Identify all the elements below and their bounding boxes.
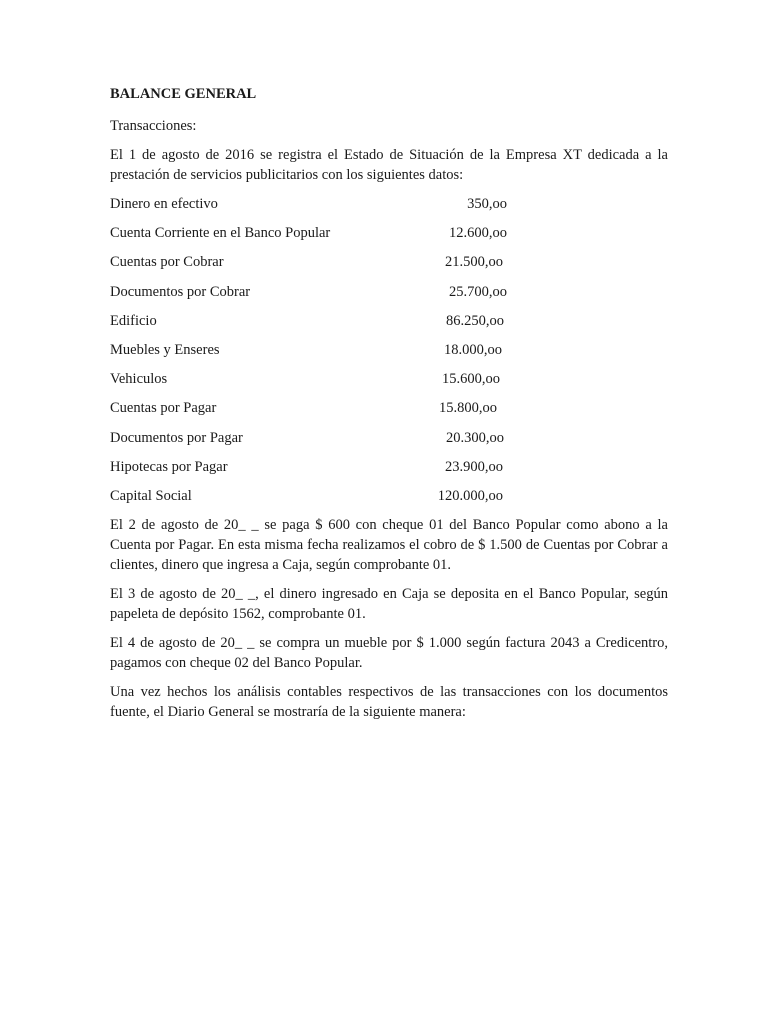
item-label: Vehiculos [110, 371, 168, 388]
balance-items-list [110, 194, 668, 506]
balance-item [110, 340, 668, 360]
balance-item [110, 194, 668, 214]
transaction-paragraph: El 4 de agosto de 20_ _ se compra un mueble por $ 1.000 según factura 2043 a Credicentro, pagamos con cheque 02 del Banco Popular. [110, 635, 668, 672]
item-amount: 15.800,oo [439, 400, 497, 417]
balance-item [110, 311, 668, 331]
item-amount: 18.000,oo [444, 341, 502, 358]
balance-item [110, 252, 668, 272]
balance-item [110, 398, 668, 418]
document-page [110, 84, 668, 731]
item-amount: 23.900,oo [445, 458, 503, 475]
document-subtitle: Transacciones: [110, 118, 197, 134]
balance-item [110, 457, 668, 477]
balance-item [110, 223, 668, 243]
item-amount: 12.600,oo [449, 225, 507, 242]
transaction-paragraph: El 2 de agosto de 20_ _ se paga $ 600 con cheque 01 del Banco Popular como abono a la Cuenta por Pagar. En esta misma fecha realizamos el cobro de $ 1.500 de Cuentas por Cobrar a clientes, dinero que ingresa a Caja, según comprobante 01. [110, 517, 668, 574]
item-label: Documentos por Pagar [110, 429, 243, 446]
item-label: Dinero en efectivo [110, 196, 218, 212]
item-amount: 350,oo [467, 196, 507, 212]
balance-item [110, 369, 668, 389]
item-amount: 15.600,oo [442, 371, 500, 388]
balance-item [110, 486, 668, 506]
item-label: Capital Social [110, 487, 192, 504]
item-amount: 25.700,oo [449, 283, 507, 300]
item-label: Cuentas por Cobrar [110, 254, 224, 271]
document-title: BALANCE GENERAL [110, 86, 257, 102]
item-amount: 20.300,oo [446, 429, 504, 446]
intro-paragraph: El 1 de agosto de 2016 se registra el Estado de Situación de la Empresa XT dedicada a la prestación de servicios publicitarios con los siguientes datos: [110, 147, 668, 183]
item-amount: 120.000,oo [437, 487, 503, 504]
item-label: Muebles y Enseres [110, 341, 220, 358]
item-label: Cuentas por Pagar [110, 400, 217, 417]
item-amount: 86.250,oo [446, 312, 504, 329]
item-label: Edificio [110, 312, 157, 329]
transaction-paragraph: El 3 de agosto de 20_ _, el dinero ingresado en Caja se deposita en el Banco Popular, según papeleta de depósito 1562, comprobante 01. [110, 586, 668, 623]
item-label: Hipotecas por Pagar [110, 458, 228, 475]
balance-item [110, 428, 668, 448]
item-amount: 21.500,oo [445, 254, 503, 271]
closing-paragraph: Una vez hechos los análisis contables respectivos de las transacciones con los documentos fuente, el Diario General se mostraría de la siguiente manera: [110, 684, 668, 721]
item-label: Cuenta Corriente en el Banco Popular [110, 225, 331, 242]
balance-item [110, 282, 668, 302]
item-label: Documentos por Cobrar [110, 283, 251, 300]
